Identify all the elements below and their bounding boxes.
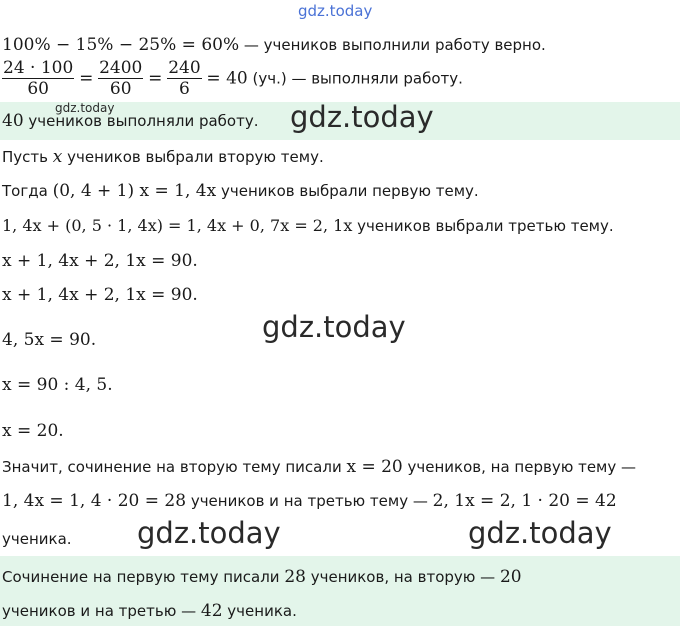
watermark-large-1: gdz.today — [290, 100, 434, 134]
answer-mid-text: учеников, на вторую — — [305, 568, 500, 586]
workers-line — [2, 110, 259, 132]
answer-line-1 — [2, 566, 522, 588]
answer-second-prefix: учеников и на третью — — [2, 602, 201, 620]
workers-count: 40 — [2, 111, 24, 131]
fraction-text: (уч.) — выполняли работу. — [247, 69, 463, 88]
third-topic-text: учеников выбрали третью тему. — [352, 217, 614, 235]
equals-2: = — [148, 68, 163, 89]
then-prefix: Тогда — [2, 182, 53, 200]
equation-2: x + 1, 4x + 2, 1x = 90. — [2, 285, 198, 305]
conclusion-line-2 — [2, 490, 617, 512]
fraction-1-numerator: 24 · 100 — [3, 58, 74, 78]
workers-text: учеников выполняли работу. — [23, 112, 259, 130]
percent-line — [2, 34, 546, 56]
let-variable: x — [52, 147, 63, 167]
first-topic-expression: 1, 4x = 1, 4 · 20 = 28 — [2, 491, 187, 511]
conclusion-text: учеников, на первую тему — — [402, 458, 637, 476]
conclusion-line-1 — [2, 456, 636, 478]
percent-expression: 100% − 15% − 25% = 60% — [2, 35, 240, 55]
conclusion-expression: x = 20 — [346, 457, 403, 477]
equation-5: x = 20. — [2, 421, 64, 441]
fraction-1 — [2, 58, 74, 99]
fraction-3-denominator: 6 — [179, 79, 190, 99]
equals-1: = — [79, 68, 94, 89]
conclusion-line-3: ученика. — [2, 530, 72, 548]
answer-second-count: 20 — [499, 567, 522, 587]
fraction-1-denominator: 60 — [27, 79, 49, 99]
watermark-small: gdz.today — [55, 101, 115, 115]
third-topic-result: 2, 1x = 2, 1 · 20 = 42 — [432, 491, 617, 511]
then-text: учеников выбрали первую тему. — [216, 182, 479, 200]
answer-end-text: ученика. — [222, 602, 297, 620]
let-line — [2, 146, 324, 168]
conclusion-mid-text: учеников и на третью тему — — [186, 492, 433, 510]
then-expression: (0, 4 + 1) x = 1, 4x — [52, 181, 217, 201]
answer-prefix: Сочинение на первую тему писали — [2, 568, 285, 586]
third-topic-expression: 1, 4x + (0, 5 · 1, 4x) = 1, 4x + 0, 7x = 2, 1x — [2, 216, 353, 235]
answer-first-count: 28 — [284, 567, 306, 587]
watermark-top: gdz.today — [298, 2, 373, 20]
answer-line-2 — [2, 600, 297, 622]
third-topic-line — [2, 215, 614, 237]
watermark-large-4: gdz.today — [468, 516, 612, 550]
conclusion-prefix: Значит, сочинение на вторую тему писали — [2, 458, 347, 476]
fraction-2-denominator: 60 — [109, 79, 132, 99]
fraction-3-numerator: 240 — [168, 58, 201, 78]
fraction-2 — [98, 58, 143, 99]
fraction-line — [2, 58, 463, 99]
fraction-2-numerator: 2400 — [99, 58, 143, 78]
equation-1: x + 1, 4x + 2, 1x = 90. — [2, 251, 198, 271]
percent-text: — учеников выполнили работу верно. — [239, 36, 546, 54]
let-text: учеников выбрали вторую тему. — [62, 148, 324, 166]
fraction-3 — [167, 58, 201, 99]
equation-4: x = 90 : 4, 5. — [2, 375, 113, 395]
equation-3: 4, 5x = 90. — [2, 330, 97, 350]
watermark-large-2: gdz.today — [262, 310, 406, 344]
then-line — [2, 180, 479, 202]
equals-result: = 40 — [206, 68, 248, 89]
watermark-large-3: gdz.today — [137, 516, 281, 550]
let-prefix: Пусть — [2, 148, 53, 166]
answer-third-count: 42 — [200, 601, 223, 621]
